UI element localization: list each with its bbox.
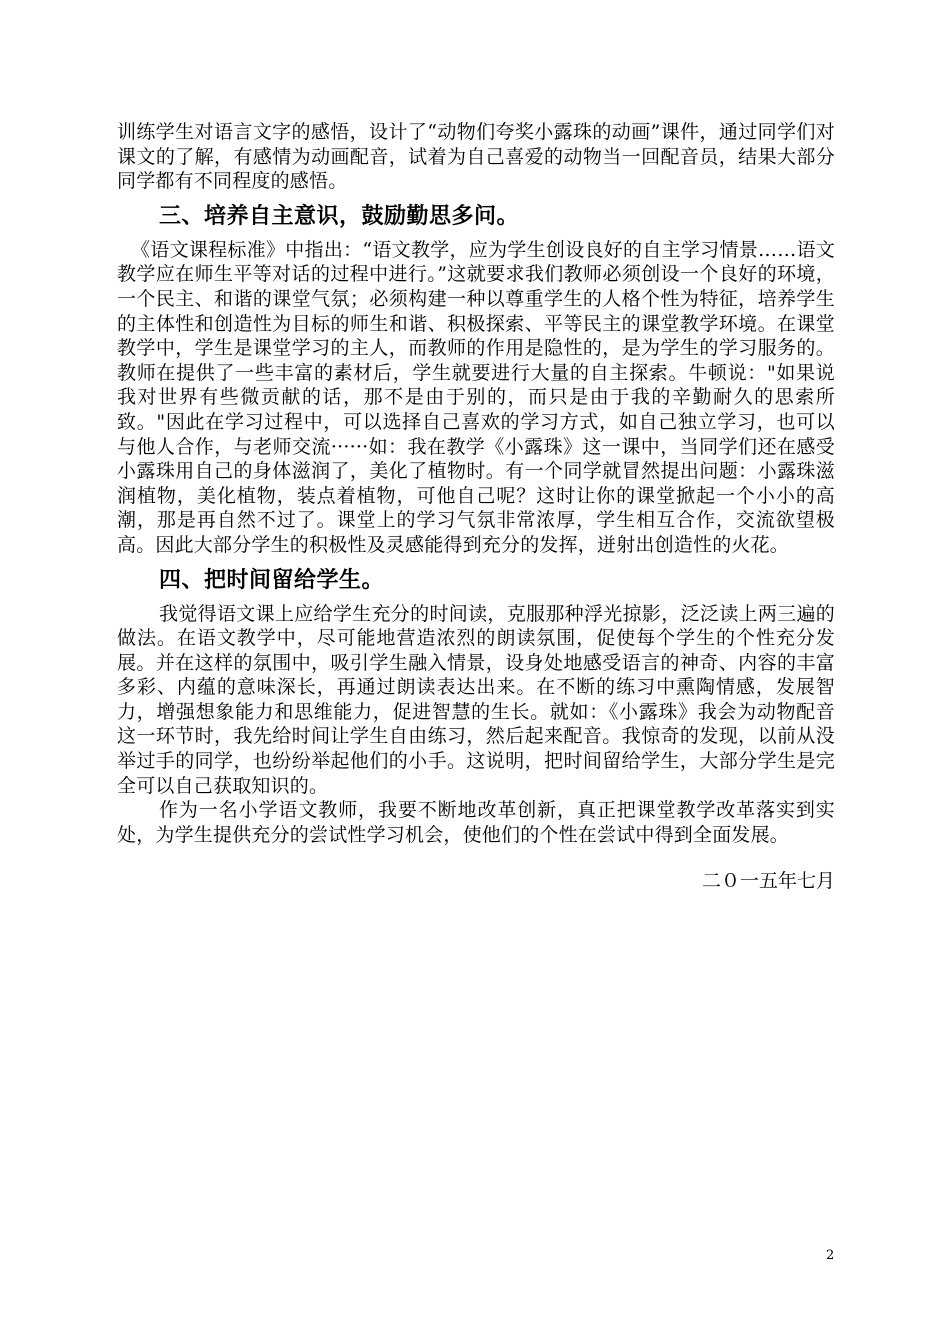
document-body [117, 120, 835, 893]
section-4-heading: 四、把时间留给学生。 [159, 567, 385, 593]
section-4-paragraph-1: 我觉得语文课上应给学生充分的时间读，克服那种浮光掠影，泛泛读上两三遍的做法。在语文教学中，尽可能地营造浓烈的朗读氛围，促使每个学生的个性充分发展。并在这样的氛围中，吸引学生融入情景，设身处地感受语言的神奇、内容的丰富多彩、内蕴的意味深长，再通过朗读表达出来。在不断的练习中熏陶情感，发展智力，增强想象能力和思维能力，促进智慧的生长。就如：《小露珠》我会为动物配音这一环节时，我先给时间让学生自由练习，然后起来配音。我惊奇的发现，以前从没举过手的同学，也纷纷举起他们的小手。这说明，把时间留给学生，大部分学生是完全可以自己获取知识的。 [117, 602, 835, 797]
section-4-paragraph-2: 作为一名小学语文教师，我要不断地改革创新，真正把课堂教学改革落实到实处，为学生提供充分的尝试性学习机会，使他们的个性在尝试中得到全面发展。 [117, 799, 835, 846]
section-3-heading: 三、培养自主意识，鼓励勤思多问。 [159, 203, 520, 229]
page-number: 2 [826, 1248, 835, 1263]
intro-paragraph: 训练学生对语言文字的感悟，设计了“动物们夸奖小露珠的动画”课件，通过同学们对课文的了解，有感情为动画配音，试着为自己喜爱的动物当一回配音员，结果大部分同学都有不同程度的感悟。 [117, 121, 835, 193]
document-date: 二０一五年七月 [701, 870, 835, 893]
section-3-paragraph: 《语文课程标准》中指出：“语文教学，应为学生创设良好的自主学习情景……语文教学应在师生平等对话的过程中进行。”这就要求我们教师必须创设一个良好的环境，一个民主、和谐的课堂气氛；必须构建一种以尊重学生的人格个性为特征，培养学生的主体性和创造性为目标的师生和谐、积极探索、平等民主的课堂教学环境。在课堂教学中，学生是课堂学习的主人，而教师的作用是隐性的，是为学生的学习服务的。教师在提供了一些丰富的素材后，学生就要进行大量的自主探索。牛顿说："如果说我对世界有些微贡献的话，那不是由于别的，而只是由于我的辛勤耐久的思索所致。"因此在学习过程中，可以选择自己喜欢的学习方式，如自己独立学习，也可以与他人合作，与老师交流······如：我在教学《小露珠》这一课中，当同学们还在感受小露珠用自己的身体滋润了，美化了植物时。有一个同学就冒然提出问题：小露珠滋润植物，美化植物，装点着植物，可他自己呢？这时让你的课堂掀起一个小小的高潮，那是再自然不过了。课堂上的学习气氛非常浓厚，学生相互合作，交流欲望极高。因此大部分学生的积极性及灵感能得到充分的发挥，迸射出创造性的火花。 [117, 238, 835, 556]
